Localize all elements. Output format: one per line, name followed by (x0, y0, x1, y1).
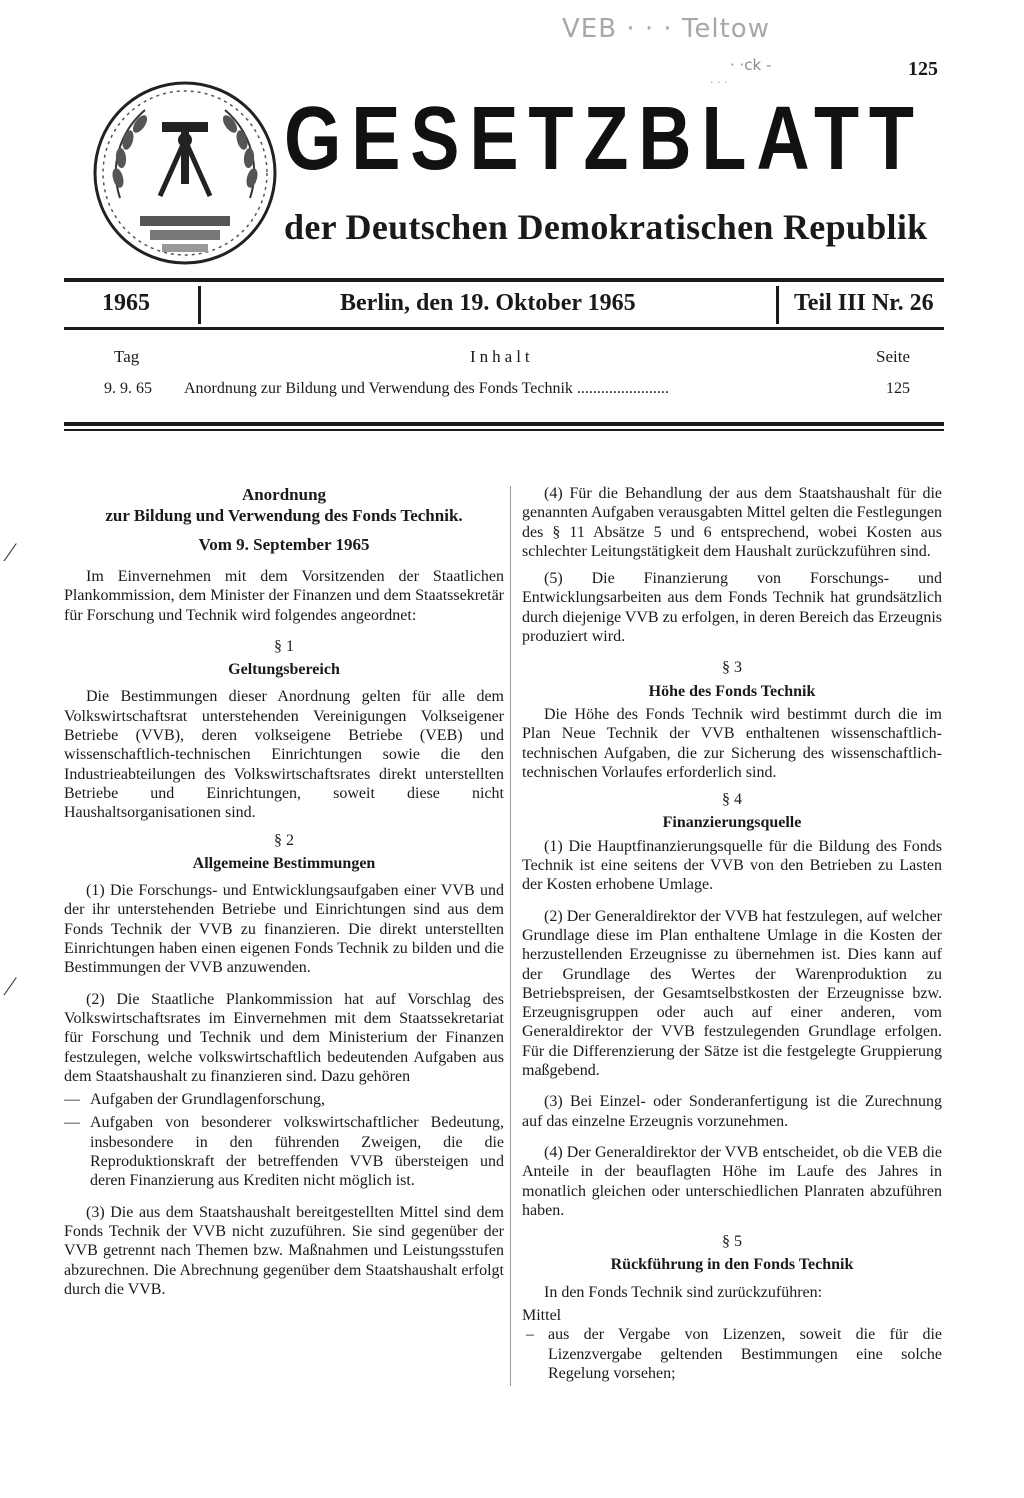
toc-entry-title (184, 380, 669, 398)
section-title: Geltungsbereich (228, 661, 340, 679)
list-label: Mittel (522, 1306, 562, 1324)
paragraph: In den Fonds Technik sind zurückzuführen: (544, 1283, 823, 1301)
toc-rule-2 (64, 429, 944, 431)
section-title: Rückführung in den Fonds Technik (610, 1256, 854, 1274)
section-number: § 5 (722, 1233, 742, 1251)
paragraph: (2) Die Staatliche Plankommission hat auf Vorschlag des Volkswirtschaftsrates im Einvernehmen mit dem Staatssekretariat für Forschung und Technik und dem Ministerium der Finanzen festzulegen, welche volkswirtschaftlich bedeutenden Aufgaben aus dem Staatshaushalt zu finanzieren sind. Dazu gehören (64, 990, 504, 1085)
paragraph: (1) Die Hauptfinanzierungsquelle für die Bildung des Fonds Technik ist eine seitens der VVB von den Betrieben zu Lasten der Kosten erhobene Umlage. (522, 837, 942, 894)
preamble: Im Einvernehmen mit dem Vorsitzenden der Staatlichen Plankommission, dem Minister der Finanzen und dem Staatssekretär für Forschung und Technik wird folgendes angeordnet: (64, 568, 504, 624)
stamp-line-1: VEB · · · Teltow (562, 14, 770, 44)
left-column (64, 484, 504, 1299)
issue-divider (776, 286, 779, 324)
article-heading: Anordnung (241, 485, 327, 504)
issue-divider (198, 286, 201, 324)
page-number: 125 (908, 58, 938, 80)
dash-marker: — (64, 1114, 80, 1132)
section-title: Finanzierungsquelle (662, 814, 802, 832)
section-title: Allgemeine Bestimmungen (192, 854, 376, 872)
toc-entry-day: 9. 9. 65 (104, 380, 152, 397)
state-emblem-icon (90, 78, 280, 268)
section-number: § 4 (722, 791, 742, 809)
dash-list-item (64, 1113, 504, 1190)
section-number: § 1 (274, 637, 294, 655)
toc-header-day: Tag (114, 347, 140, 366)
masthead-subtitle: der Deutschen Demokratischen Republik (284, 207, 928, 247)
article-subheading: zur Bildung und Verwendung des Fonds Technik. (105, 506, 463, 525)
issue-part-number: Teil III Nr. 26 (794, 290, 934, 316)
paragraph: Die Bestimmungen dieser Anordnung gelten für alle dem Volkswirtschaftsrat unterstehenden Vereinigungen Volkseigener Betriebe (VVB), deren volkseigene Betriebe (VEB) und wissenschaftlich-technischen Einrichtungen sowie die den Industrieabteilungen des Volkswirtschaftsrates direkt unterstellten Betriebe und Einrichtungen, soweit diese nicht Haushaltsorganisationen sind. (64, 688, 504, 822)
margin-mark: ⁄ (8, 538, 13, 567)
paragraph: (3) Bei Einzel- oder Sonderanfertigung ist die Zurechnung auf das einzelne Erzeugnis vorzunehmen. (522, 1093, 942, 1130)
paragraph: (5) Die Finanzierung von Forschungs- und Entwicklungsarbeiten aus dem Fonds Technik hat grundsätzlich durch diejenige VVB zu erfolgen, in deren Bereich das Erzeugnis produziert wird. (522, 570, 942, 646)
paragraph: Die Höhe des Fonds Technik wird bestimmt durch die im Plan Neue Technik der VVB enthaltenen wissenschaftlich-technischen Aufgaben, die zur Sicherung des wissenschaftlich-technischen Vorlaufes erforderlich sind. (522, 705, 942, 781)
section-title: Höhe des Fonds Technik (648, 682, 816, 700)
issue-year: 1965 (102, 290, 150, 316)
paragraph: (2) Der Generaldirektor der VVB hat festzulegen, auf welcher Grundlage diese im Plan enthaltene Umlage in die Kosten der herzustellenden Erzeugnisse zu übernehmen ist. Dies kann auf der Grundlage des Wertes der Warenproduktion zu Betriebspreisen, der Gesamtselbstkosten der Erzeugnisse bzw. Erzeugnisgruppen oder auch auf einer anderen, vom Generaldirektor der VVB festzulegenden Grundlage erfolgen. Für die Differenzierung der Sätze ist die festgelegte Gruppierung maßgebend. (522, 907, 942, 1080)
section-number: § 2 (274, 831, 294, 849)
dash-marker: — (64, 1091, 80, 1109)
toc-entry-title-text: Anordnung zur Bildung und Verwendung des Fonds Technik (184, 380, 573, 397)
header-rule-top (64, 278, 944, 282)
dash-marker: – (526, 1326, 534, 1344)
column-divider (510, 486, 511, 1386)
issue-place-date: Berlin, den 19. Oktober 1965 (340, 290, 636, 316)
header-rule-bottom (64, 327, 944, 330)
paragraph: (4) Für die Behandlung der aus dem Staatshaushalt für die genannten Aufgaben verausgabten Mittel gelten die Festlegungen des § 11 Absätze 5 und 6 entsprechend, wobei Kosten aus schlechter Leitungstätigkeit dem Haushalt zurückzuführen sind. (522, 485, 942, 560)
margin-mark: ⁄ (8, 972, 13, 1001)
dash-text: Aufgaben von besonderer volkswirtschaftlicher Bedeutung, insbesondere in den führenden Zweigen, die die Reproduktionskraft der betreffenden VVB übersteigen und deren Finanzierung aus Krediten nicht möglich ist. (90, 1114, 504, 1190)
dash-list-item (522, 1325, 942, 1383)
stamp-line-2: · ·ck - (730, 56, 772, 74)
paragraph: (1) Die Forschungs- und Entwicklungsaufgaben einer VVB und der ihr unterstehenden Betriebe und Einrichtungen sind aus dem Fonds Technik der VVB zu finanzieren. Die direkt unterstellten Einrichtungen haben einen eigenen Fonds Technik zu bilden und die Bestimmungen der VVB anzuwenden. (64, 882, 504, 977)
toc-entry-page: 125 (886, 380, 910, 397)
issue-bar (64, 286, 944, 326)
dash-text: Aufgaben der Grundlagenforschung, (90, 1091, 326, 1109)
paragraph: (4) Der Generaldirektor der VVB entscheidet, ob die VEB die Anteile in der beauflagten Höhe im Laufe des Jahres in monatlich gleichen oder unterschiedlichen Planraten abzuführen haben. (522, 1143, 942, 1219)
dash-list-item (64, 1090, 504, 1109)
paragraph: (3) Die aus dem Staatshaushalt bereitgestellten Mittel sind dem Fonds Technik der VVB nicht zuzuführen. Sie sind gegenüber der VVB getrennt nach Themen bzw. Maßnahmen und Leistungsstufen abzurechnen. Die Abrechnung gegenüber dem Staatshaushalt erfolgt durch die VVB. (64, 1203, 504, 1298)
toc-header-page: Seite (876, 347, 910, 366)
toc-leader: ....................... (576, 380, 669, 397)
masthead-title: GESETZBLATT (284, 89, 924, 189)
stamp-line-3: · · · (710, 76, 728, 89)
article-date: Vom 9. September 1965 (198, 535, 370, 554)
right-column (522, 484, 942, 1383)
toc-rule-1 (64, 422, 944, 426)
dash-text: aus der Vergabe von Lizenzen, soweit die für die Lizenzvergabe geltenden Bestimmungen eine solche Regelung vorsehen; (548, 1326, 942, 1382)
toc-header-content: Inhalt (470, 347, 534, 366)
section-number: § 3 (722, 659, 742, 677)
